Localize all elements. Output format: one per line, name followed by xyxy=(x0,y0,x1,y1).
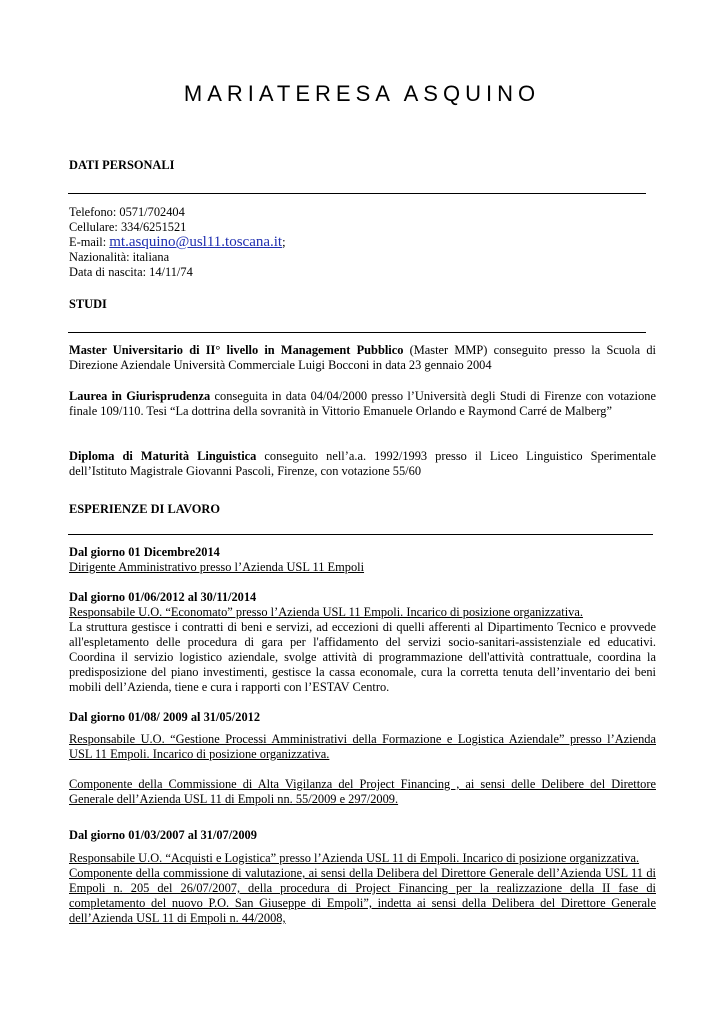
study-diploma-title: Diploma di Maturità Linguistica xyxy=(69,449,257,463)
work-entry-2 xyxy=(69,590,656,695)
email-link[interactable]: mt.asquino@usl11.toscana.it xyxy=(109,234,283,250)
work-entry-3-role-block xyxy=(69,732,656,762)
email-row xyxy=(69,235,656,250)
phone-text: Telefono: 0571/702404 xyxy=(69,205,185,219)
study-diploma-text: conseguito nell’a.a. 1992/1993 presso il Liceo Linguistico Sperimentale dell’Istituto Magistrale Giovanni Pascoli, Firenze, con votazione 55/60 xyxy=(69,449,656,478)
work-entry-3-period-text: Dal giorno 01/08/ 2009 al 31/05/2012 xyxy=(69,710,261,724)
studies-heading: STUDI xyxy=(69,297,107,311)
work-entry-1-role: Dirigente Amministrativo presso l’Azienda USL 11 Empoli xyxy=(69,560,365,574)
work-entry-4-period xyxy=(69,828,656,843)
work-divider xyxy=(68,534,653,535)
personal-divider xyxy=(68,193,646,194)
study-degree-text: conseguita in data 04/04/2000 presso l’Università degli Studi di Firenze con votazione finale 109/110. Tesi “La dottrina della sovranità in Vittorio Emanuele Orlando e Raymond Carré de Malberg” xyxy=(69,389,656,418)
study-master-text: (Master MMP) conseguito presso la Scuola di Direzione Aziendale Università Commerciale Luigi Bocconi in data 23 gennaio 2004 xyxy=(69,343,656,372)
work-entry-2-role: Responsabile U.O. “Economato” presso l’Azienda USL 11 Empoli. Incarico di posizione organizzativa. xyxy=(69,605,583,619)
work-entry-1-period: Dal giorno 01 Dicembre2014 xyxy=(69,545,220,559)
studies-divider xyxy=(68,332,646,333)
email-suffix: ; xyxy=(282,235,286,249)
mobile-text: Cellulare: 334/6251521 xyxy=(69,220,187,234)
work-entry-3-period xyxy=(69,710,656,725)
personal-details xyxy=(69,205,656,280)
study-diploma xyxy=(69,449,656,479)
study-degree-title: Laurea in Giurisprudenza xyxy=(69,389,211,403)
work-heading: ESPERIENZE DI LAVORO xyxy=(69,502,221,516)
work-entry-4-role: Responsabile U.O. “Acquisti e Logistica” presso l’Azienda USL 11 di Empoli. Incarico di posizione organizzativa. xyxy=(69,851,640,865)
study-degree xyxy=(69,389,656,419)
nationality-text: Nazionalità: italiana xyxy=(69,250,170,264)
work-entry-3-role: Responsabile U.O. “Gestione Processi Amministrativi della Formazione e Logistica Aziendale” presso l’Azienda USL 11 Empoli. Incarico di posizione organizzativa. xyxy=(69,732,656,761)
work-entry-2-description: La struttura gestisce i contratti di beni e servizi, ad eccezioni di quelli afferenti al Dipartimento Tecnico e provvede all'espletamento delle procedura di gara per l'affidamento del servizi socio-sanitari-assistenziale ed educativi. Coordina il servizio logistico aziendale, svolge attività di programmazione dell'attività contrattuale, coordina la predisposizione del piano investimenti, gestisce la cassa economale, cura la corretta tenuta dell’inventario dei beni mobili dell’Azienda, tiene e cura i rapporti con l’ESTAV Centro. xyxy=(69,620,656,694)
work-entry-4-period-text: Dal giorno 01/03/2007 al 31/07/2009 xyxy=(69,828,257,842)
birthdate-text: Data di nascita: 14/11/74 xyxy=(69,265,193,279)
work-entry-1 xyxy=(69,545,656,575)
study-master-title: Master Universitario di II° livello in Management Pubblico xyxy=(69,343,404,357)
cv-name-title: MARIATERESA ASQUINO xyxy=(183,81,541,106)
work-entry-3-extra-block xyxy=(69,777,656,807)
work-entry-2-period: Dal giorno 01/06/2012 al 30/11/2014 xyxy=(69,590,257,604)
work-entry-4-body xyxy=(69,851,656,926)
work-entry-4-extra: Componente della commissione di valutazione, ai sensi della Delibera del Direttore Generale dell’Azienda USL 11 di Empoli n. 205 del 26/07/2007, della procedura di Project Financing per la realizzazione della II fase di completamento del nuovo P.O. San Giuseppe di Empoli”, indetta ai sensi della Delibera del Direttore Generale dell’Azienda USL 11 di Empoli n. 44/2008, xyxy=(69,866,656,925)
study-master xyxy=(69,343,656,373)
personal-heading: DATI PERSONALI xyxy=(69,158,175,172)
work-entry-3-extra: Componente della Commissione di Alta Vigilanza del Project Financing , ai sensi delle Delibere del Direttore Generale dell’Azienda USL 11 di Empoli nn. 55/2009 e 297/2009. xyxy=(69,777,656,806)
email-label: E-mail: xyxy=(69,235,110,249)
